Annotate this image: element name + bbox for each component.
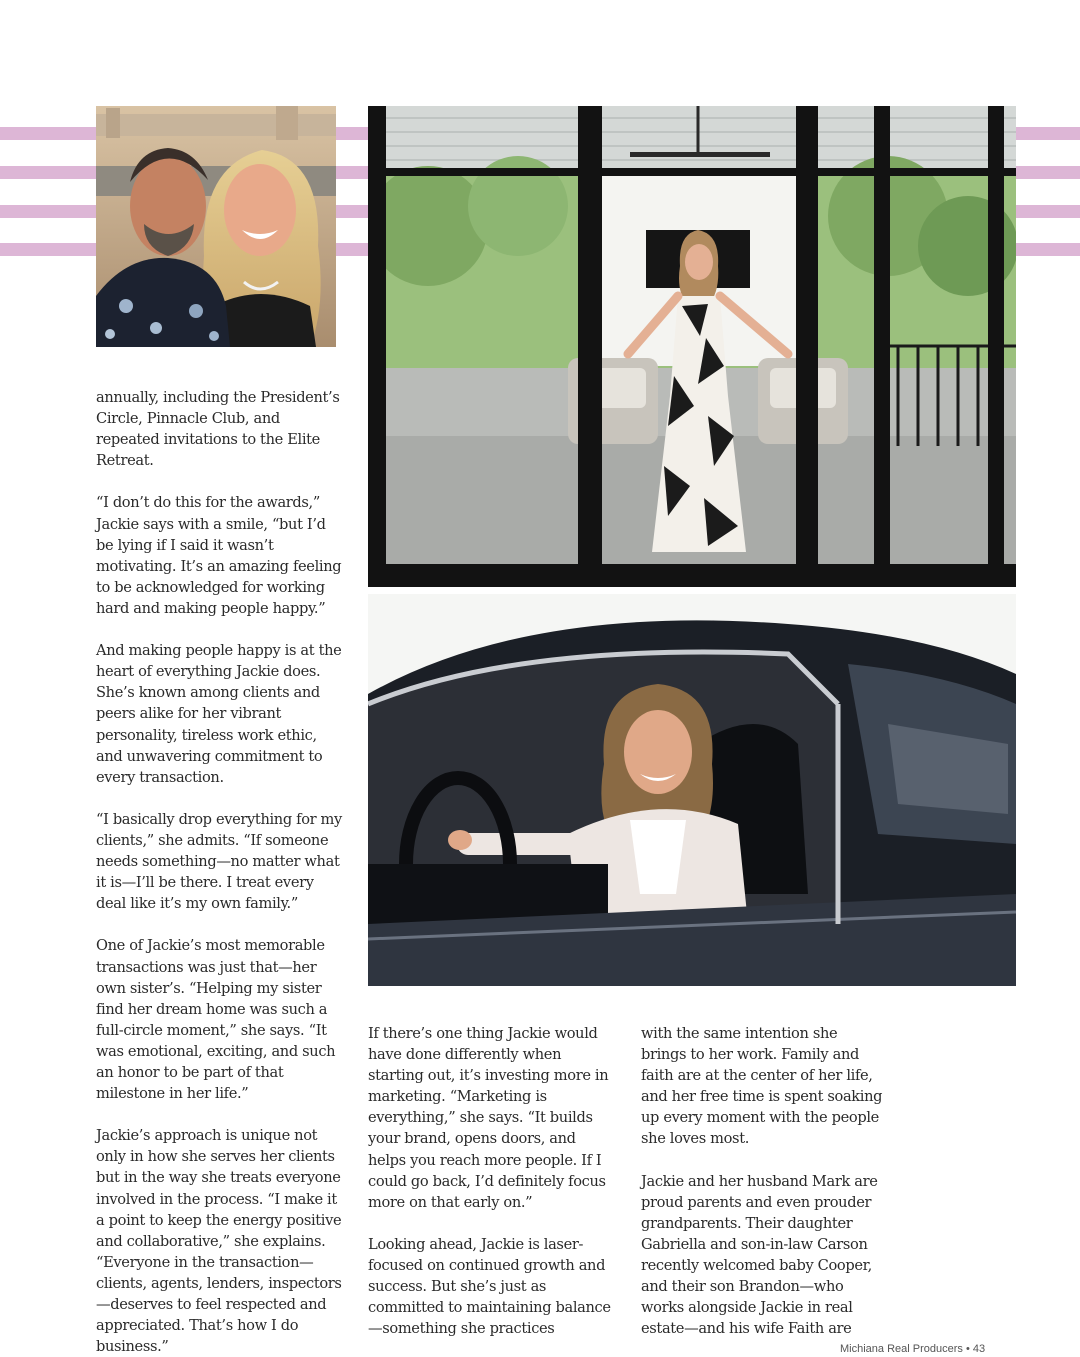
stripe-left [0,127,96,140]
paragraph: annually, including the President’s Circle, Pinnacle Club, and repeated invitations to the Elite Retreat. [96,389,340,470]
stripe-gap [336,205,368,218]
stripe-left [0,205,96,218]
stripe-gap [336,243,368,256]
stripe-right [1016,243,1080,256]
page-footer: Michiana Real Producers • 43 [840,1343,986,1355]
article-column-middle [368,1023,613,1339]
stripe-left [0,243,96,256]
paragraph: Looking ahead, Jackie is laser-focused on continued growth and success. But she’s just as committed to maintaining balance—something she practices [368,1235,611,1338]
porch-photo [368,106,1016,587]
stripe-left [0,166,96,179]
paragraph: And making people happy is at the heart of everything Jackie does. She’s known among clients and peers alike for her vibrant personality, tireless work ethic, and unwavering commitment to every transaction. [96,642,342,786]
stripe-right [1016,205,1080,218]
paragraph: “I don’t do this for the awards,” Jackie says with a smile, “but I’d be lying if I said it wasn’t motivating. It’s an amazing feeling to be acknowledged for working hard and making people happy.” [96,494,342,617]
paragraph: Jackie’s approach is unique not only in how she serves her clients but in the way she treats everyone involved in the process. “I make it a point to keep the energy positive and collaborative,” she explains. “Everyone in the transaction—clients, agents, lenders, inspectors—deserves to feel respected and appreciated. That’s how I do business.” [96,1127,342,1356]
couple-photo [96,106,336,347]
stripe-right [1016,127,1080,140]
car-photo [368,594,1016,986]
paragraph: with the same intention she brings to her work. Family and faith are at the center of her life, and her free time is spent soaking up every moment with the people she loves most. [641,1025,883,1148]
article-column-right [641,1023,886,1339]
paragraph: If there’s one thing Jackie would have done differently when starting out, it’s investing more in marketing. “Marketing is everything,” she says. “It builds your brand, opens doors, and helps you reach more people. If I could go back, I’d definitely focus more on that early on.” [368,1025,609,1211]
stripe-gap [336,166,368,179]
stripe-right [1016,166,1080,179]
paragraph: Jackie and her husband Mark are proud parents and even prouder grandparents. Their daughter Gabriella and son-in-law Carson recently welcomed baby Cooper, and their son Brandon—who works alongside Jackie in real estate—and his wife Faith are [641,1172,878,1338]
article-column-left [96,387,346,1357]
paragraph: “I basically drop everything for my clients,” she admits. “If someone needs something—no matter what it is—I’ll be there. I treat every deal like it’s my own family.” [96,810,342,913]
stripe-gap [336,127,368,140]
paragraph: One of Jackie’s most memorable transactions was just that—her own sister’s. “Helping my sister find her dream home was such a full-circle moment,” she says. “It was emotional, exciting, and such an honor to be part of that milestone in her life.” [96,937,336,1103]
